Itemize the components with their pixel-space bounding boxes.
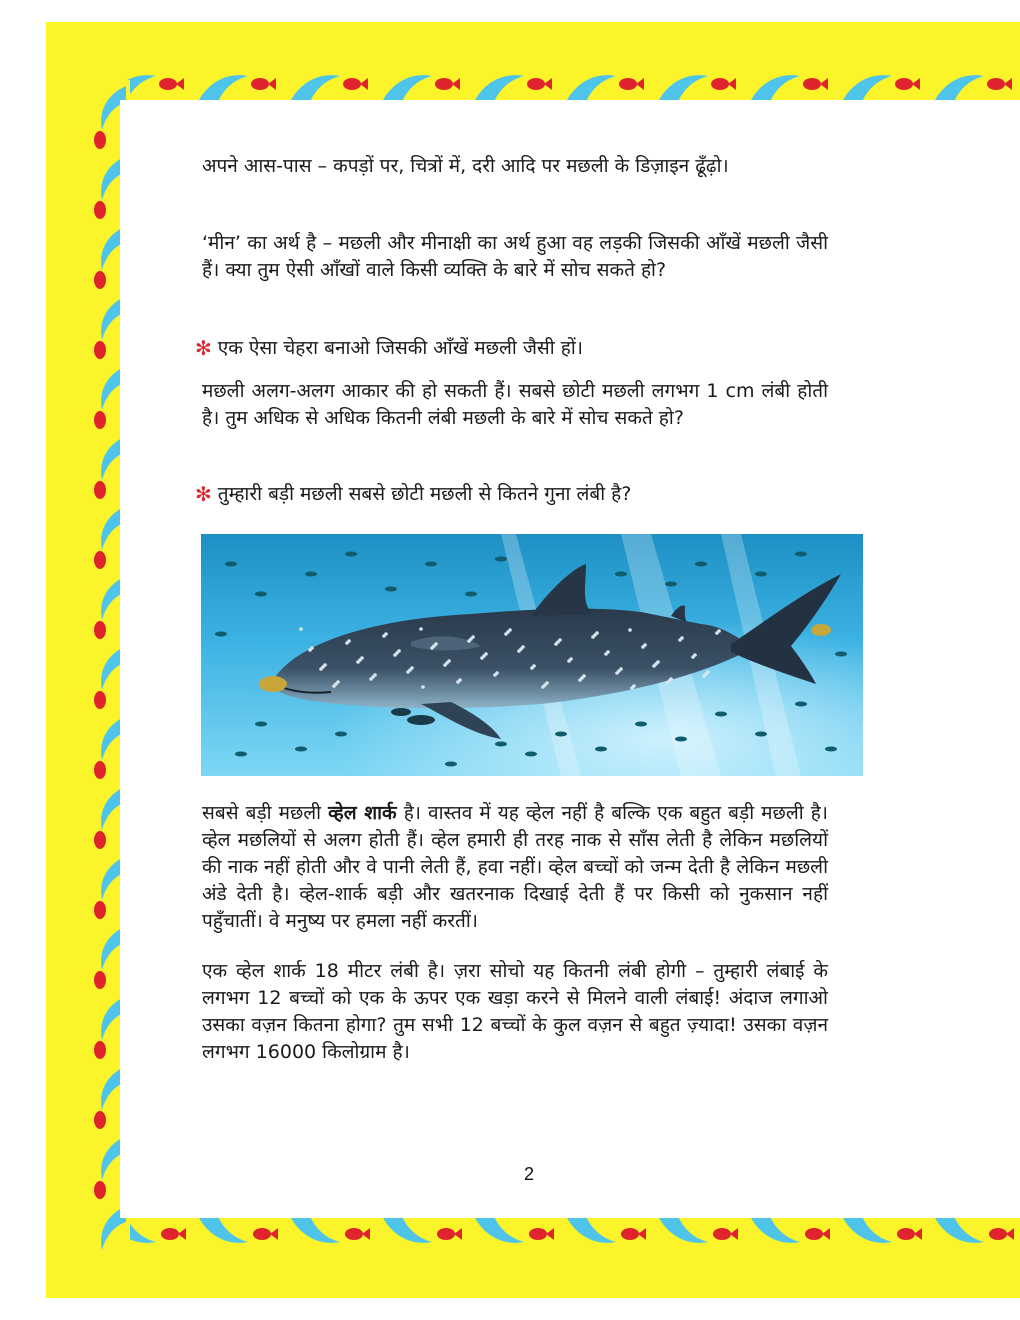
paragraph-meen-meaning: ‘मीन’ का अर्थ है – मछली और मीनाक्षी का अर्थ हुआ वह लड़की जिसकी आँखें मछली जैसी हैं। क्या तुम ऐसी आँखों वाले किसी व्यक्ति के बारे में सोच सकते हो? (202, 232, 828, 281)
paragraph-whale-shark (202, 800, 828, 935)
paragraph-whale-shark-size: एक व्हेल शार्क 18 मीटर लंबी है। ज़रा सोचो यह कितनी लंबी होगी – तुम्हारी लंबाई के लगभग 12 बच्चों को एक के ऊपर एक खड़ा करने से मिलने वाली लंबाई! अंदाज लगाओ उसका वज़न कितना होगा? तुम सभी 12 बच्चों के कुल वज़न से बहुत ज़्यादा! उसका वज़न लगभग 16000 किलोग्राम है। (202, 960, 828, 1063)
asterisk-icon: ✻ (195, 482, 212, 506)
bottom-decorative-border (96, 1212, 1020, 1256)
asterisk-icon: ✻ (195, 336, 212, 360)
bullet-compare-size (195, 481, 631, 508)
bullet-text: तुम्हारी बड़ी मछली सबसे छोटी मछली से कितने गुना लंबी है? (217, 483, 632, 505)
bullet-text: एक ऐसा चेहरा बनाओ जिसकी आँखें मछली जैसी हों। (217, 337, 583, 359)
paragraph-fish-sizes: मछली अलग-अलग आकार की हो सकती हैं। सबसे छोटी मछली लगभग 1 cm लंबी होती है। तुम अधिक से अधिक कितनी लंबी मछली के बारे में सोच सकते हो? (202, 380, 828, 429)
whale-shark-text-start: सबसे बड़ी मछली (202, 802, 329, 824)
bullet-draw-face (195, 335, 583, 362)
whale-shark-term: व्हेल शार्क (328, 802, 397, 824)
paragraph-design-search: अपने आस-पास – कपड़ों पर, चित्रों में, दरी आदि पर मछली के डिज़ाइन ढूँढ़ो। (202, 155, 729, 177)
whale-shark-text-rest: है। वास्तव में यह व्हेल नहीं है बल्कि एक बहुत बड़ी मछली है। व्हेल मछलियों से अलग होती हैं। व्हेल हमारी ही तरह नाक से साँस लेती है लेकिन मछलियों की नाक नहीं होती और वे पानी लेती हैं, हवा नहीं। व्हेल बच्चों को जन्म देती है लेकिन मछली अंडे देती है। व्हेल-शार्क बड़ी और खतरनाक दिखाई देती हैं पर किसी को नुकसान नहीं पहुँचातीं। वे मनुष्य पर हमला नहीं करतीं। (202, 802, 828, 932)
page-number: 2 (524, 1164, 535, 1184)
whale-shark-photo (201, 534, 863, 776)
